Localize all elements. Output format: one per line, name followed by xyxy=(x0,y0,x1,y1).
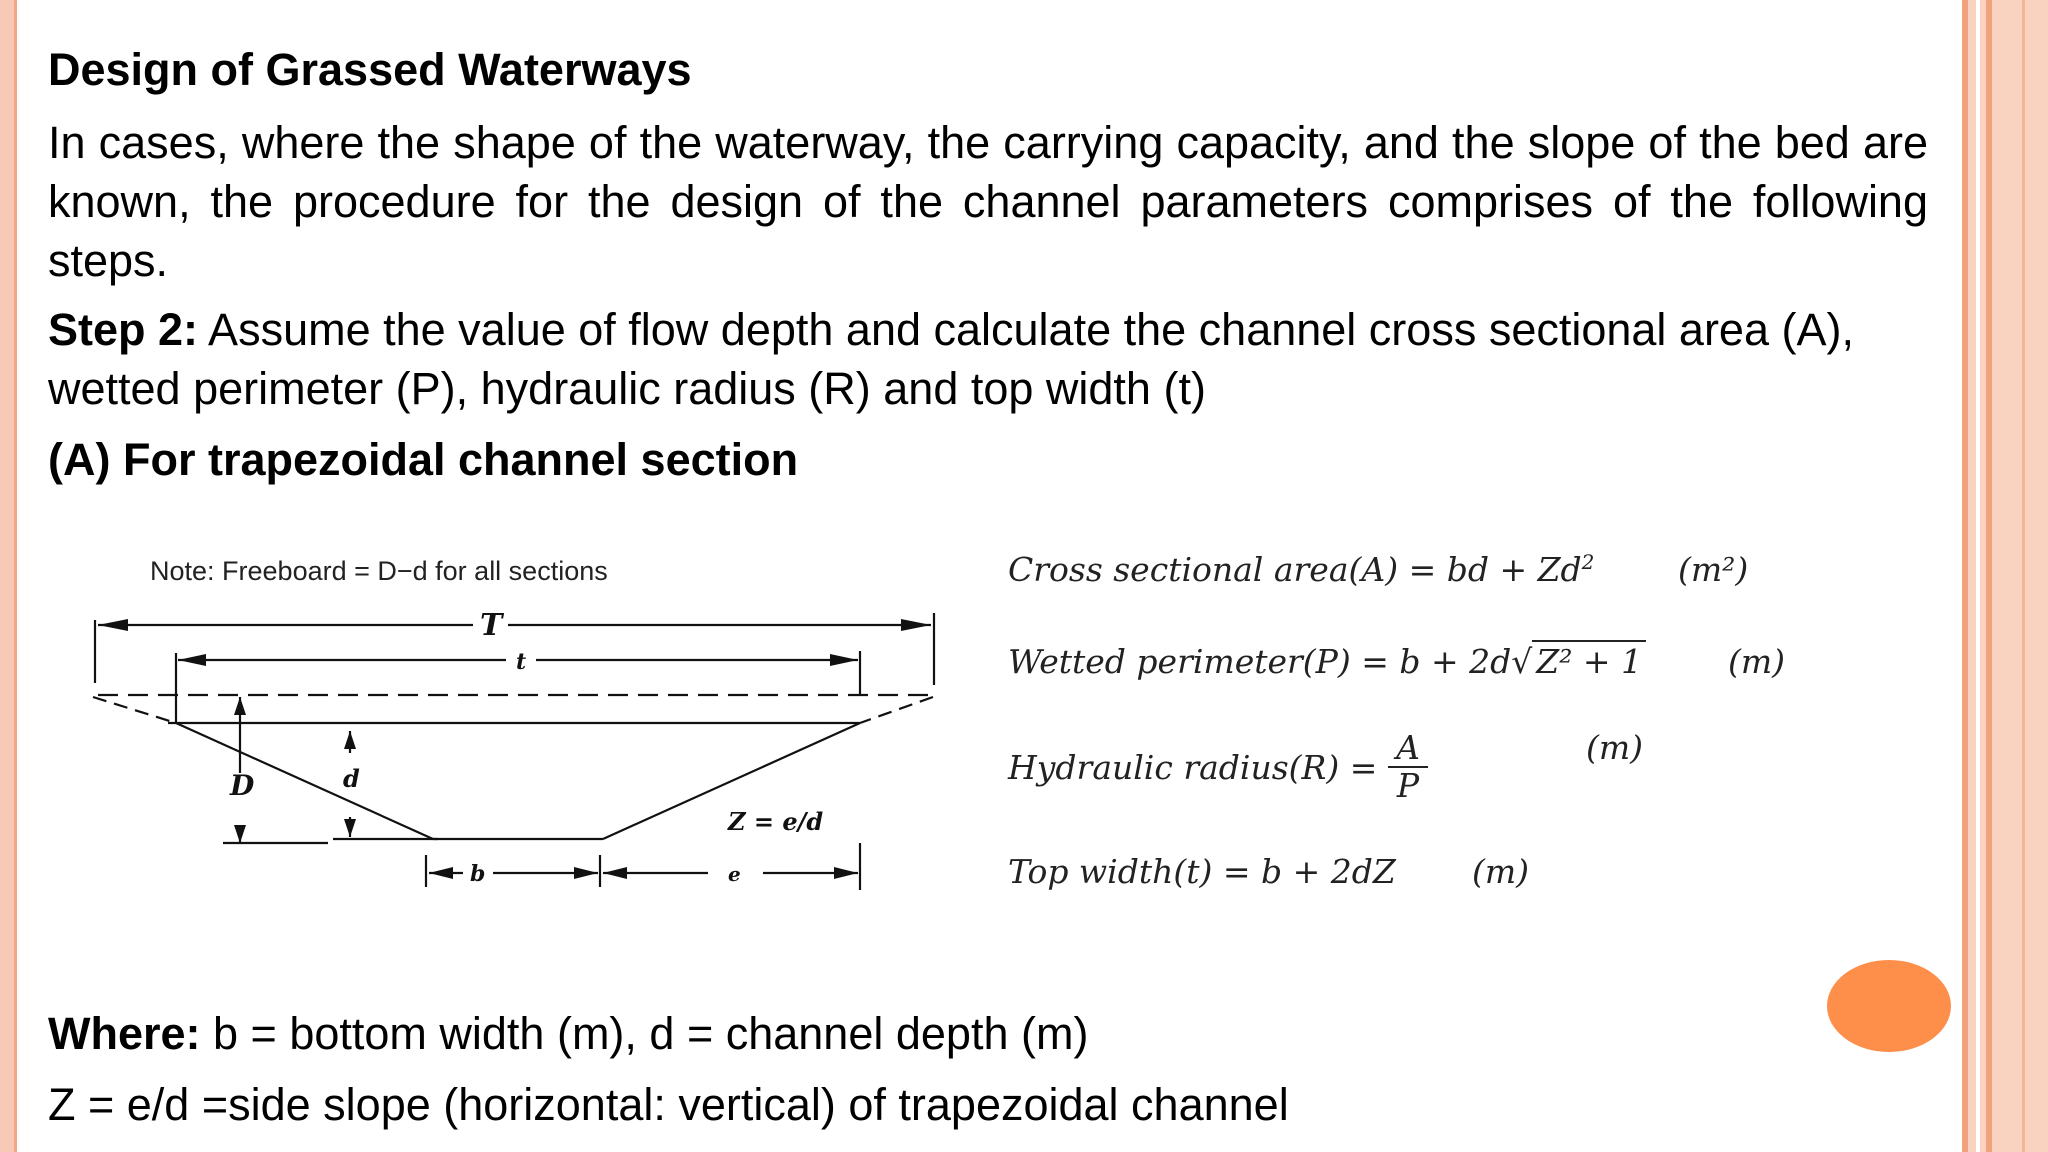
intro-paragraph: In cases, where the shape of the waterway, the carrying capacity, and the slope of the bed are known, the procedure for the design of the channel parameters comprises of the following steps. xyxy=(48,117,1928,286)
side-slope-definition: Z = e/d =side slope (horizontal: vertical) of trapezoidal channel xyxy=(48,1079,1289,1130)
formula-panel xyxy=(990,530,1830,910)
perimeter-formula: Wetted perimeter(P) = b + 2d√ Z² + 1 xyxy=(1008,642,1646,681)
area-formula: Cross sectional area(A) = bd + $Zd^2$ xyxy=(1008,550,1595,589)
topwidth-unit: (m) xyxy=(1472,852,1530,891)
left-frame-line xyxy=(14,0,17,1152)
perimeter-unit: (m) xyxy=(1728,642,1786,681)
label-Z: Z = e/d xyxy=(728,807,824,836)
label-t: t xyxy=(516,649,527,675)
where-text: b = bottom width (m), d = channel depth (m) xyxy=(200,1008,1089,1059)
label-d: d xyxy=(343,764,360,793)
label-e: e xyxy=(728,862,741,886)
radius-formula: Hydraulic radius(R) = xyxy=(1008,748,1378,787)
diagram-note: Note: Freeboard = D−d for all sections xyxy=(150,556,608,586)
topwidth-formula: Top width(t) = b + 2dZ xyxy=(1008,852,1396,891)
where-line xyxy=(48,1004,1928,1063)
left-frame-border xyxy=(0,0,14,1152)
step-label: Step 2: xyxy=(48,304,199,355)
where-label: Where: xyxy=(48,1008,201,1059)
label-T: T xyxy=(480,608,503,643)
radius-fraction: A P xyxy=(1388,730,1428,804)
step-text: Assume the value of flow depth and calculate the channel cross sectional area (A), wetted perimeter (P), hydraulic radius (R) and top width (t) xyxy=(48,304,1854,414)
label-D: D xyxy=(230,769,255,802)
right-frame-border xyxy=(1962,0,2048,1152)
area-unit: (m²) xyxy=(1678,550,1749,589)
trapezoidal-channel-diagram xyxy=(88,525,948,905)
label-b: b xyxy=(470,861,486,887)
slide-title: Design of Grassed Waterways xyxy=(48,44,692,95)
radius-unit: (m) xyxy=(1586,728,1644,767)
step-paragraph xyxy=(48,300,1928,418)
section-heading: (A) For trapezoidal channel section xyxy=(48,434,799,485)
